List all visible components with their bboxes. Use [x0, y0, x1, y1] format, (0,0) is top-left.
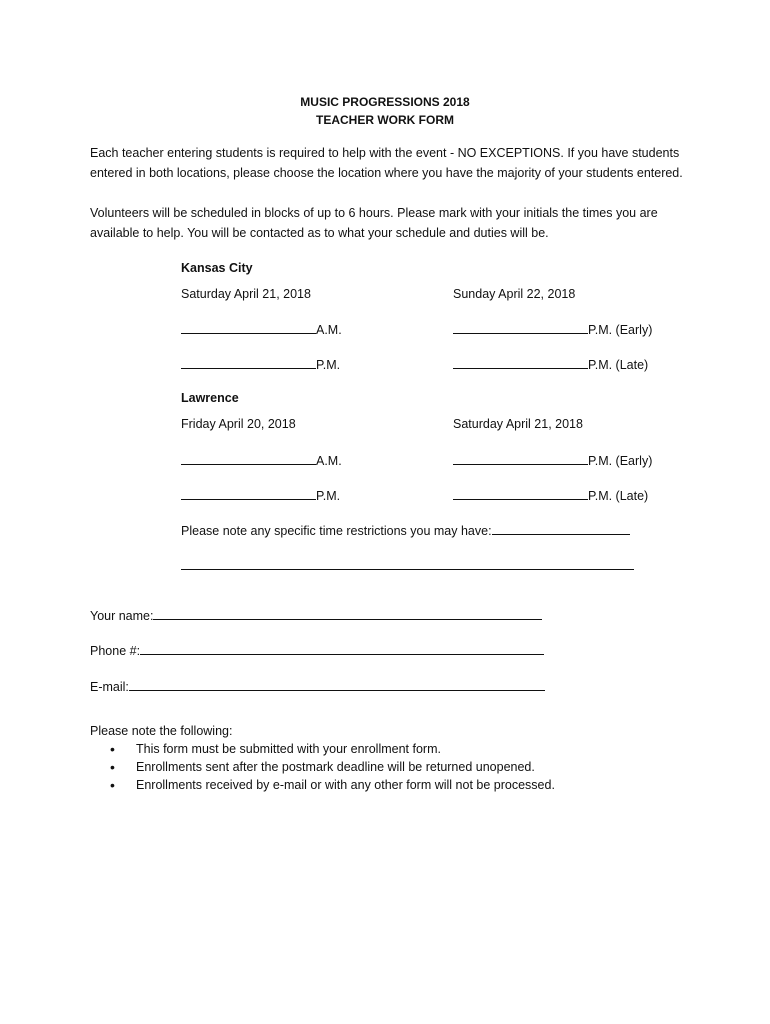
- lawrence-day2-pm-late-slot[interactable]: [453, 487, 648, 503]
- note-item: • Enrollments received by e-mail or with any other form will not be processed.: [136, 776, 696, 794]
- kc-day1-pm-slot[interactable]: [181, 356, 340, 372]
- initials-blank[interactable]: [453, 452, 588, 465]
- email-input-line[interactable]: [129, 677, 545, 691]
- initials-blank[interactable]: [453, 321, 588, 334]
- initials-blank[interactable]: [453, 487, 588, 500]
- lawrence-day2-pm-early-slot[interactable]: [453, 452, 652, 468]
- slot-label: P.M. (Early): [588, 323, 653, 337]
- initials-blank[interactable]: [181, 452, 316, 465]
- form-subtitle: TEACHER WORK FORM: [316, 113, 454, 127]
- email-label: E-mail:: [90, 680, 129, 694]
- slot-label: P.M. (Early): [588, 454, 653, 468]
- intro-paragraph: Each teacher entering students is required to help with the event - NO EXCEPTIONS. If you have students entered in both locations, please choose the location where you have the majority of your students entered.: [90, 146, 683, 180]
- phone-input-line[interactable]: [140, 641, 544, 655]
- phone-label: Phone #:: [90, 644, 141, 658]
- kc-day1-am-slot[interactable]: [181, 321, 342, 337]
- restrictions-row-2: [181, 556, 634, 573]
- lawrence-heading: Lawrence: [181, 391, 239, 405]
- note-item: • Enrollments sent after the postmark deadline will be returned unopened.: [136, 758, 696, 776]
- restrictions-label: Please note any specific time restrictions you may have:: [181, 524, 492, 538]
- form-title: MUSIC PROGRESSIONS 2018: [300, 95, 470, 109]
- kansas-city-heading: Kansas City: [181, 261, 253, 275]
- notes-list: [90, 740, 696, 794]
- kc-day2-label: Sunday April 22, 2018: [453, 287, 576, 301]
- phone-field: [90, 641, 544, 658]
- name-input-line[interactable]: [153, 606, 542, 620]
- lawrence-day1-am-slot[interactable]: [181, 452, 342, 468]
- lawrence-day2-label: Saturday April 21, 2018: [453, 417, 583, 431]
- slot-label: A.M.: [316, 454, 342, 468]
- volunteer-paragraph: Volunteers will be scheduled in blocks of up to 6 hours. Please mark with your initials the times you are available to help. You will be contacted as to what your schedule and duties will be.: [90, 206, 658, 240]
- slot-label: P.M. (Late): [588, 358, 649, 372]
- kc-day2-pm-early-slot[interactable]: [453, 321, 652, 337]
- name-label: Your name:: [90, 609, 154, 623]
- initials-blank[interactable]: [453, 356, 588, 369]
- slot-label: P.M.: [316, 489, 341, 503]
- restrictions-input-line-2[interactable]: [181, 556, 634, 570]
- notes-heading: Please note the following:: [90, 724, 233, 738]
- restrictions-input-line[interactable]: [492, 521, 630, 535]
- kc-day2-pm-late-slot[interactable]: [453, 356, 648, 372]
- restrictions-row: [181, 521, 630, 538]
- lawrence-day1-label: Friday April 20, 2018: [181, 417, 296, 431]
- slot-label: P.M. (Late): [588, 489, 649, 503]
- initials-blank[interactable]: [181, 487, 316, 500]
- lawrence-day1-pm-slot[interactable]: [181, 487, 340, 503]
- email-field: [90, 677, 545, 694]
- initials-blank[interactable]: [181, 356, 316, 369]
- slot-label: A.M.: [316, 323, 342, 337]
- name-field: [90, 606, 542, 623]
- slot-label: P.M.: [316, 358, 341, 372]
- kc-day1-label: Saturday April 21, 2018: [181, 287, 311, 301]
- note-item: • This form must be submitted with your enrollment form.: [136, 740, 696, 758]
- initials-blank[interactable]: [181, 321, 316, 334]
